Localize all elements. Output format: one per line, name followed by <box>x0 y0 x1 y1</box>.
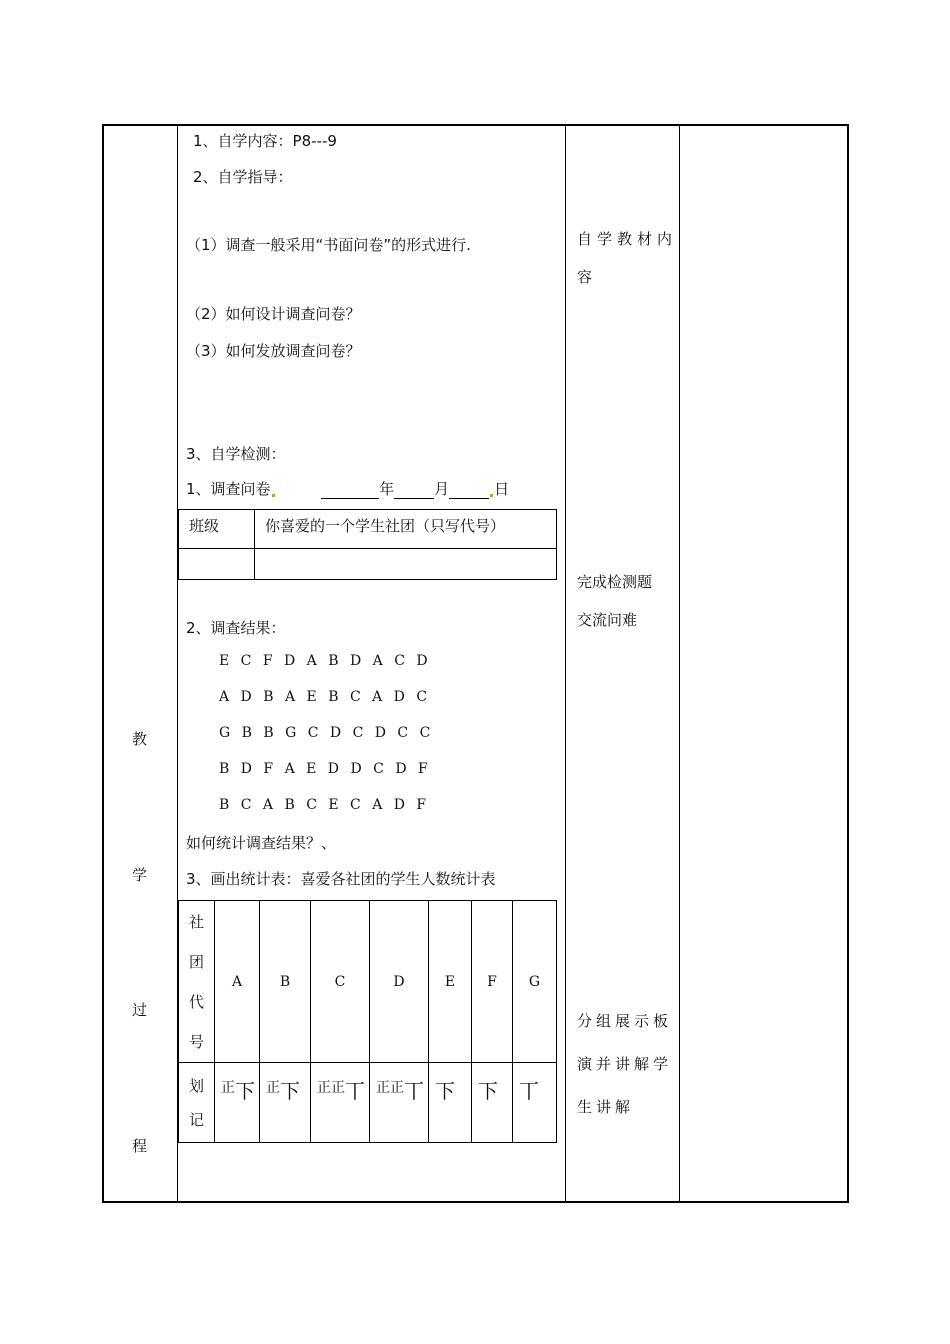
survey-table <box>178 509 557 580</box>
day-blank <box>449 482 489 499</box>
tally-extra: 丅 <box>404 1079 424 1103</box>
tally-cell-b <box>260 1063 311 1143</box>
column-divider <box>679 124 680 1203</box>
results-row: E C F D A B D A C D <box>219 653 432 669</box>
label-char: 团 <box>188 952 204 971</box>
club-code-e: E <box>429 901 472 1063</box>
note-present <box>577 1000 672 1129</box>
label-char: 社 <box>188 912 204 931</box>
year-blank <box>321 482 379 499</box>
tally-extra: 丅 <box>519 1079 539 1103</box>
club-code-g: G <box>513 901 557 1063</box>
club-code-label <box>179 901 215 1063</box>
side-label-char: 学 <box>132 866 148 884</box>
tally-main: 正 <box>221 1080 235 1096</box>
club-code-f: F <box>472 901 513 1063</box>
note-line: 分组展示板 <box>577 1012 673 1030</box>
day-label: 日 <box>494 480 510 498</box>
month-blank <box>394 482 434 499</box>
note-self-study <box>577 220 677 296</box>
class-cell[interactable] <box>179 549 255 580</box>
label-char: 号 <box>188 1033 204 1052</box>
club-cell[interactable] <box>255 549 557 580</box>
note-line: 自学教材内 <box>577 230 678 248</box>
self-study-guide: 2、自学指导： <box>193 168 293 186</box>
guide-item-3: （3）如何发放调查问卷？ <box>186 342 361 360</box>
club-code-a: A <box>215 901 260 1063</box>
stat-table-title: 3、画出统计表：喜爱各社团的学生人数统计表 <box>186 870 496 888</box>
club-code-d: D <box>370 901 429 1063</box>
month-label: 月 <box>434 480 450 498</box>
side-label-char: 过 <box>132 1001 148 1019</box>
tally-extra: 下 <box>280 1079 300 1103</box>
survey-line <box>186 478 509 499</box>
tally-main: 正正 <box>317 1080 345 1096</box>
tally-cell-a <box>215 1063 260 1143</box>
dot-mark <box>490 494 493 497</box>
tally-main: 正 <box>266 1080 280 1096</box>
results-row: B C A B C E C A D F <box>219 797 430 813</box>
note-line: 演并讲解学 <box>577 1055 673 1073</box>
label-char: 划 <box>188 1077 204 1096</box>
tally-main: 正正 <box>376 1080 404 1096</box>
tally-cell-e <box>429 1063 472 1143</box>
tally-extra: 下 <box>478 1079 498 1103</box>
club-code-b: B <box>260 901 311 1063</box>
results-row: G B B G C D C D C C <box>219 725 434 741</box>
side-label-char: 教 <box>132 730 148 748</box>
tally-label <box>179 1063 215 1143</box>
club-code-c: C <box>311 901 370 1063</box>
label-char: 记 <box>188 1110 204 1129</box>
tally-cell-f <box>472 1063 513 1143</box>
tally-extra: 丅 <box>345 1079 365 1103</box>
tally-cell-c <box>311 1063 370 1143</box>
self-study-content: 1、自学内容：P8---9 <box>193 132 337 150</box>
club-header: 你喜爱的一个学生社团（只写代号） <box>255 510 557 549</box>
note-line: 生讲解 <box>577 1098 635 1116</box>
results-row: B D F A E D D C D F <box>219 761 432 777</box>
dot-mark <box>272 494 275 497</box>
guide-item-2: （2）如何设计调查问卷？ <box>186 305 361 323</box>
note-line: 容 <box>577 268 598 286</box>
note-line: 交流问难 <box>577 611 638 629</box>
year-label: 年 <box>379 480 395 498</box>
column-divider <box>565 124 566 1203</box>
results-heading: 2、调查结果： <box>186 619 286 637</box>
results-row: A D B A E B C A D C <box>219 689 431 705</box>
tally-cell-g <box>513 1063 557 1143</box>
tally-cell-d <box>370 1063 429 1143</box>
guide-item-1: （1）调查一般采用“书面问卷”的形式进行. <box>186 236 471 254</box>
note-test <box>577 563 652 639</box>
side-label-char: 程 <box>132 1137 148 1155</box>
question-text: 如何统计调查结果？、 <box>186 834 337 852</box>
survey-title: 1、调查问卷 <box>186 480 271 498</box>
tally-extra: 下 <box>435 1079 455 1103</box>
class-header: 班级 <box>179 510 255 549</box>
tally-extra: 下 <box>235 1079 255 1103</box>
note-line: 完成检测题 <box>577 573 653 591</box>
self-test-heading: 3、自学检测： <box>186 445 286 463</box>
label-char: 代 <box>188 993 204 1012</box>
stat-table <box>178 900 557 1143</box>
